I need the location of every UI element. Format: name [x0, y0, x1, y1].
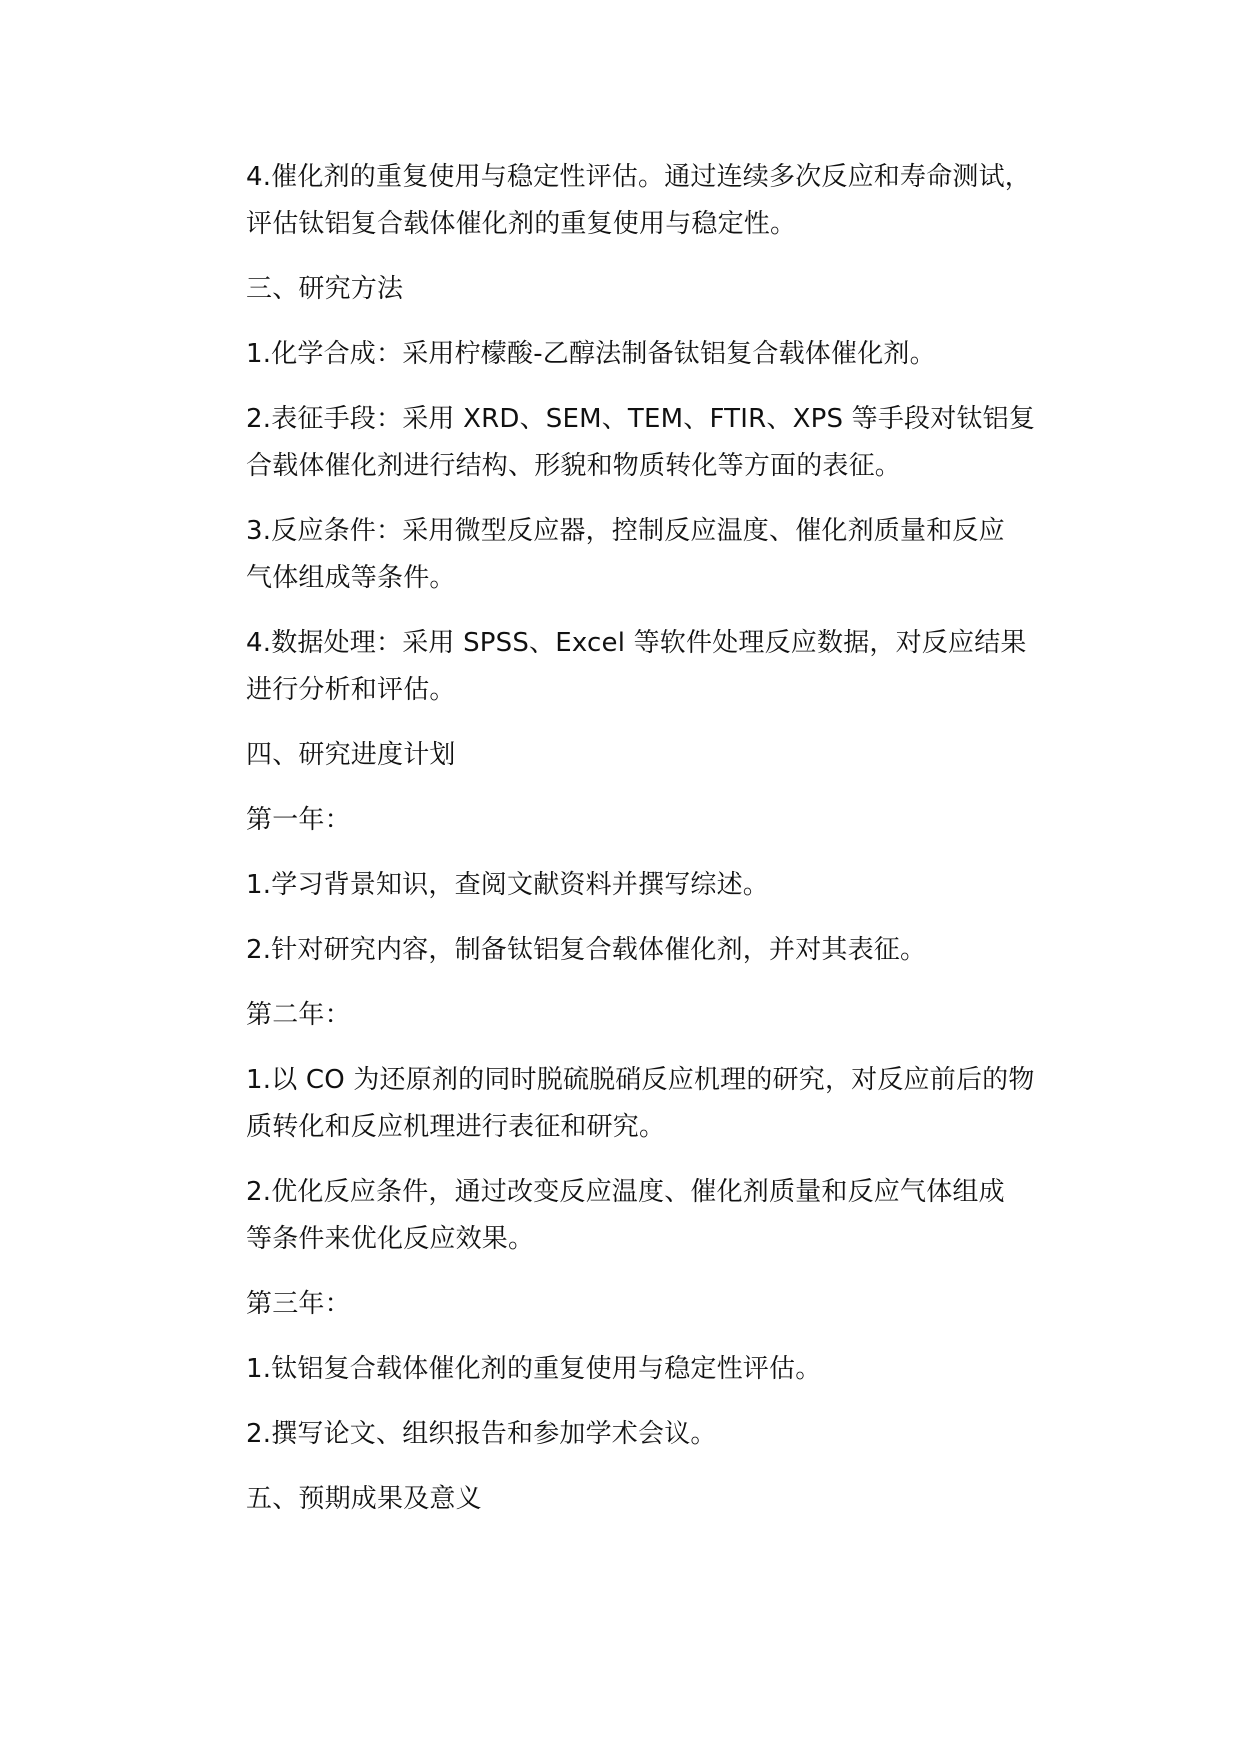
paragraph-line: 1.以 CO 为还原剂的同时脱硫脱硝反应机理的研究，对反应前后的物: [246, 1065, 1035, 1095]
paragraph-line: 2.针对研究内容，制备钛铝复合载体催化剂，并对其表征。: [246, 935, 927, 965]
paragraph-line: 等条件来优化反应效果。: [246, 1224, 535, 1254]
year-one-label: [188, 797, 1078, 844]
year-one-item-1: [188, 862, 1078, 909]
year-three-label: [188, 1281, 1078, 1328]
paragraph-characterization: [188, 396, 1078, 490]
year-two-item-1: [188, 1057, 1078, 1151]
paragraph-line: 2.表征手段：采用 XRD、SEM、TEM、FTIR、XPS 等手段对钛铝复: [246, 404, 1036, 434]
paragraph-line: 合载体催化剂进行结构、形貌和物质转化等方面的表征。: [246, 451, 902, 481]
paragraph-reaction-conditions: [188, 508, 1078, 602]
paragraph-data-processing: [188, 620, 1078, 714]
section-heading-schedule: [188, 732, 1078, 779]
year-three-item-1: [188, 1346, 1078, 1393]
paragraph-line: 气体组成等条件。: [246, 563, 456, 593]
paragraph-line: 3.反应条件：采用微型反应器，控制反应温度、催化剂质量和反应: [246, 516, 1005, 546]
paragraph-line: 评估钛铝复合载体催化剂的重复使用与稳定性。: [246, 209, 797, 239]
heading-text: 三、研究方法: [246, 274, 404, 304]
paragraph-line: 第三年：: [246, 1289, 351, 1319]
paragraph-line: 4.催化剂的重复使用与稳定性评估。通过连续多次反应和寿命测试，: [246, 162, 1032, 192]
paragraph-line: 1.学习背景知识，查阅文献资料并撰写综述。: [246, 870, 770, 900]
paragraph-line: 2.撰写论文、组织报告和参加学术会议。: [246, 1419, 717, 1449]
section-heading-methods: [188, 266, 1078, 313]
year-three-item-2: [188, 1411, 1078, 1458]
year-one-item-2: [188, 927, 1078, 974]
heading-text: 四、研究进度计划: [246, 740, 456, 770]
section-heading-expected-results: [188, 1476, 1078, 1523]
paragraph-line: 1.钛铝复合载体催化剂的重复使用与稳定性评估。: [246, 1354, 822, 1384]
paragraph-line: 第一年：: [246, 805, 351, 835]
paragraph-line: 2.优化反应条件，通过改变反应温度、催化剂质量和反应气体组成: [246, 1177, 1005, 1207]
year-two-item-2: [188, 1169, 1078, 1263]
paragraph-line: 1.化学合成：采用柠檬酸-乙醇法制备钛铝复合载体催化剂。: [246, 339, 936, 369]
document-body: [188, 154, 1078, 1541]
paragraph-chemical-synthesis: [188, 331, 1078, 378]
paragraph-catalyst-reuse-evaluation: [188, 154, 1078, 248]
heading-text: 五、预期成果及意义: [246, 1484, 482, 1514]
paragraph-line: 第二年：: [246, 1000, 351, 1030]
paragraph-line: 4.数据处理：采用 SPSS、Excel 等软件处理反应数据，对反应结果: [246, 628, 1027, 658]
year-two-label: [188, 992, 1078, 1039]
paragraph-line: 进行分析和评估。: [246, 675, 456, 705]
paragraph-line: 质转化和反应机理进行表征和研究。: [246, 1112, 666, 1142]
